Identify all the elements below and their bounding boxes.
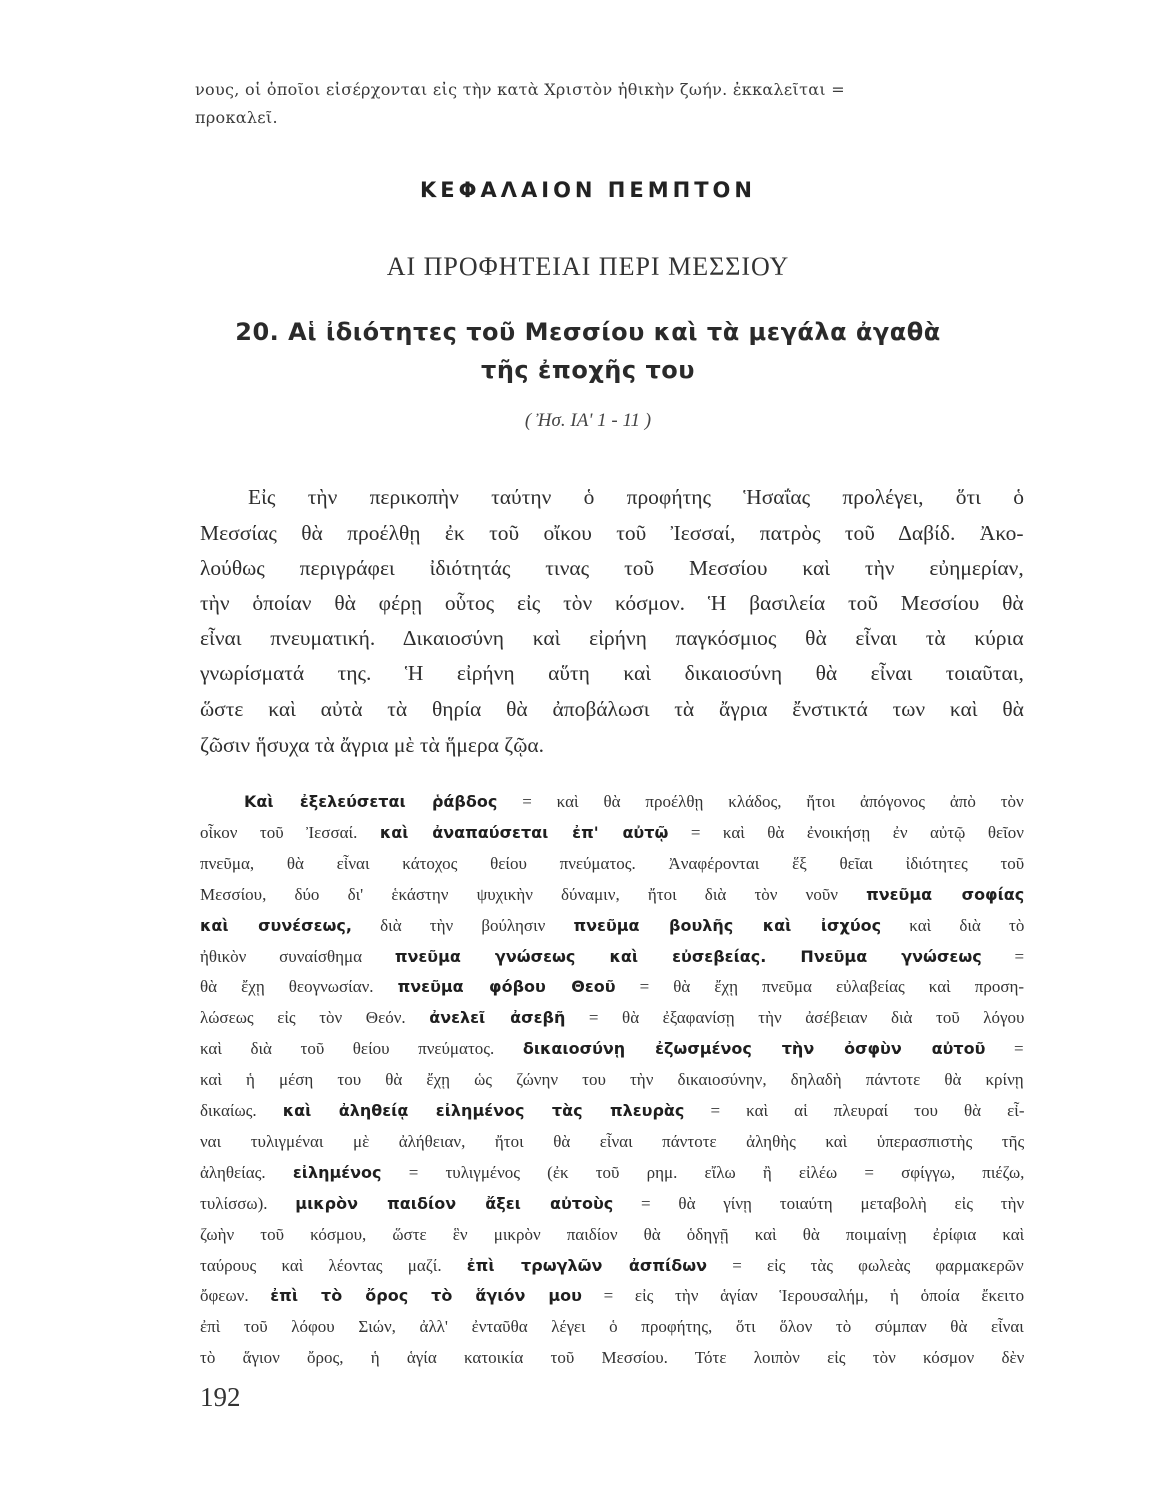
lemma: δικαιοσύνῃ ἐζωσμένος τὴν ὀσφὺν αὐτοῦ [522,1039,986,1058]
note-text: τὸ ἅγιον ὄρος, ἡ ἁγία κατοικία τοῦ Μεσσίου. Τότε λοιπὸν εἰς τὸν κόσμον δὲν [200,1348,1024,1367]
note-line [200,854,1024,874]
note-text: = εἰς τὴν ἁγίαν Ἱερουσαλήμ, ἡ ὁποία ἔκειτο [581,1286,1024,1305]
note-text: ἠθικὸν συναίσθημα [200,947,395,966]
paragraph-line: τὴν ὁποίαν θὰ φέρῃ οὗτος εἰς τὸν κόσμον. Ἡ βασιλεία τοῦ Μεσσίου θὰ [200,591,1024,615]
section-title-line-2: τῆς ἐποχῆς του [481,356,695,384]
scripture-reference: ( Ἠσ. ΙΑ' 1 - 11 ) [524,410,652,431]
note-line [200,1101,1024,1121]
note-text: = καὶ θὰ προέλθῃ κλάδος, ἤτοι ἀπόγονος ἀπὸ τὸν [497,792,1024,811]
note-text: = καὶ θὰ ἐνοικήσῃ ἐν αὐτῷ θεῖον [668,823,1024,842]
note-text: = θὰ ἔχῃ πνεῦμα εὐλαβείας καὶ προση- [615,977,1024,996]
lemma: ἐπὶ τὸ ὄρος τὸ ἅγιόν μου [270,1286,582,1305]
note-text: καὶ διὰ τοῦ θείου πνεύματος. [200,1039,523,1058]
note-text: = καὶ αἱ πλευραί του θὰ εἶ- [684,1101,1024,1120]
note-text: τυλίσσω). [200,1194,296,1213]
note-text: = τυλιγμένος (ἐκ τοῦ ρημ. εἴλω ἢ εἰλέω = σφίγγω, πιέζω, [381,1163,1024,1182]
note-text: ζωὴν τοῦ κόσμου, ὥστε ἓν μικρὸν παιδίον θὰ ὁδηγῇ καὶ θὰ ποιμαίνῃ ἐρίφια καὶ [200,1225,1024,1244]
paragraph-line: γνωρίσματά της. Ἡ εἰρήνη αὕτη καὶ δικαιοσύνη θὰ εἶναι τοιαῦται, [200,661,1024,685]
note-text: Μεσσίου, δύο δι' ἑκάστην ψυχικὴν δύναμιν, ἤτοι διὰ τὸν νοῦν [200,885,867,904]
lead-line-1: νους, οἱ ὁποῖοι εἰσέρχονται εἰς τὴν κατὰ Χριστὸν ἠθικὴν ζωήν. ἐκκαλεῖται = [195,80,846,99]
lemma: καὶ ἀναπαύσεται ἐπ' αὐτῷ [379,823,669,842]
paragraph-line: Μεσσίας θὰ προέλθῃ ἐκ τοῦ οἴκου τοῦ Ἰεσσαί, πατρὸς τοῦ Δαβίδ. Ἀκο- [200,521,1024,545]
note-text: θὰ ἔχῃ θεογνωσίαν. [200,977,398,996]
lead-line-2: προκαλεῖ. [195,108,278,127]
note-line [200,1008,1024,1028]
note-text: = [985,1039,1024,1058]
lemma: πνεῦμα φόβου Θεοῦ [397,977,616,996]
note-line [200,885,1024,905]
lemma: ἀνελεῖ ἀσεβῆ [429,1008,566,1027]
note-text: ταύρους καὶ λέοντας μαζί. [200,1256,467,1275]
paragraph-line: Εἰς τὴν περικοπὴν ταύτην ὁ προφήτης Ἡσαΐας προλέγει, ὅτι ὁ [248,485,1024,509]
note-text: = θὰ ἐξαφανίσῃ τὴν ἀσέβειαν διὰ τοῦ λόγου [565,1008,1024,1027]
note-text: ἐπὶ τοῦ λόφου Σιών, ἀλλ' ἐνταῦθα λέγει ὁ προφήτης, ὅτι ὅλον τὸ σύμπαν θὰ εἶναι [200,1317,1024,1336]
note-line [244,792,1024,812]
note-line [200,977,1024,997]
note-line [200,916,1024,936]
note-text: ἀληθείας. [200,1163,293,1182]
paragraph-line: ζῶσιν ἥσυχα τὰ ἄγρια μὲ τὰ ἥμερα ζῷα. [200,733,544,757]
note-text: δικαίως. [200,1101,283,1120]
note-line [200,1286,1024,1306]
note-line [200,1317,1024,1337]
paragraph-line: λούθως περιγράφει ἰδιότητάς τινας τοῦ Μεσσίου καὶ τὴν εὐημερίαν, [200,556,1024,580]
lemma: πνεῦμα σοφίας [866,885,1024,904]
lemma: ἐπὶ τρωγλῶν ἀσπίδων [466,1256,708,1275]
chapter-title: ΚΕΦΑΛΑΙΟΝ ΠΕΜΠΤΟΝ [420,178,756,202]
note-line [200,1225,1024,1245]
page-number: 192 [200,1382,241,1412]
lemma: πνεῦμα γνώσεως καὶ εὐσεβείας. Πνεῦμα γνώσεως [394,947,982,966]
lemma: μικρὸν παιδίον ἄξει αὐτοὺς [295,1194,614,1213]
note-line [200,1132,1024,1152]
note-text: πνεῦμα, θὰ εἶναι κάτοχος θείου πνεύματος. Ἀναφέρονται ἕξ θεῖαι ἰδιότητες τοῦ [200,854,1024,873]
section-heading: ΑΙ ΠΡΟΦΗΤΕΙΑΙ ΠΕΡΙ ΜΕΣΣΙΟΥ [386,252,790,281]
note-line [200,1163,1024,1183]
note-text: οἶκον τοῦ Ἰεσσαί. [200,823,380,842]
note-line [200,1039,1024,1059]
note-text: ὄφεων. [200,1286,271,1305]
section-title-line-1: 20. Αἱ ἰδιότητες τοῦ Μεσσίου καὶ τὰ μεγάλα ἀγαθὰ [235,318,941,346]
note-text: λώσεως εἰς τὸν Θεόν. [200,1008,430,1027]
lemma: καὶ συνέσεως, [200,916,352,935]
note-line [200,1194,1024,1214]
note-text: = εἰς τὰς φωλεὰς φαρμακερῶν [707,1256,1024,1275]
lemma: καὶ ἀληθείᾳ εἰλημένος τὰς πλευρὰς [282,1101,685,1120]
note-text: = [981,947,1024,966]
note-text: = θὰ γίνῃ τοιαύτη μεταβολὴ εἰς τὴν [613,1194,1024,1213]
note-line [200,947,1024,967]
note-line [200,1070,1024,1090]
note-line [200,1256,1024,1276]
note-text: καὶ διὰ τὸ [881,916,1024,935]
lemma: Καὶ ἐξελεύσεται ῥάβδος [244,792,498,811]
note-text: διὰ τὴν βούλησιν [351,916,574,935]
note-line [200,823,1024,843]
lemma: εἰλημένος [292,1163,382,1182]
lemma: πνεῦμα βουλῆς καὶ ἰσχύος [573,916,882,935]
note-text: ναι τυλιγμέναι μὲ ἀλήθειαν, ἤτοι θὰ εἶναι πάντοτε ἀληθὴς καὶ ὑπερασπιστὴς τῆς [200,1132,1024,1151]
note-line [200,1348,1024,1368]
paragraph-line: ὥστε καὶ αὐτὰ τὰ θηρία θὰ ἀποβάλωσι τὰ ἄγρια ἔνστικτά των καὶ θὰ [200,697,1024,721]
note-text: καὶ ἡ μέση του θὰ ἔχῃ ὡς ζώνην του τὴν δικαιοσύνην, δηλαδὴ πάντοτε θὰ κρίνῃ [200,1070,1024,1089]
paragraph-line: εἶναι πνευματική. Δικαιοσύνη καὶ εἰρήνη παγκόσμιος θὰ εἶναι τὰ κύρια [200,626,1024,650]
